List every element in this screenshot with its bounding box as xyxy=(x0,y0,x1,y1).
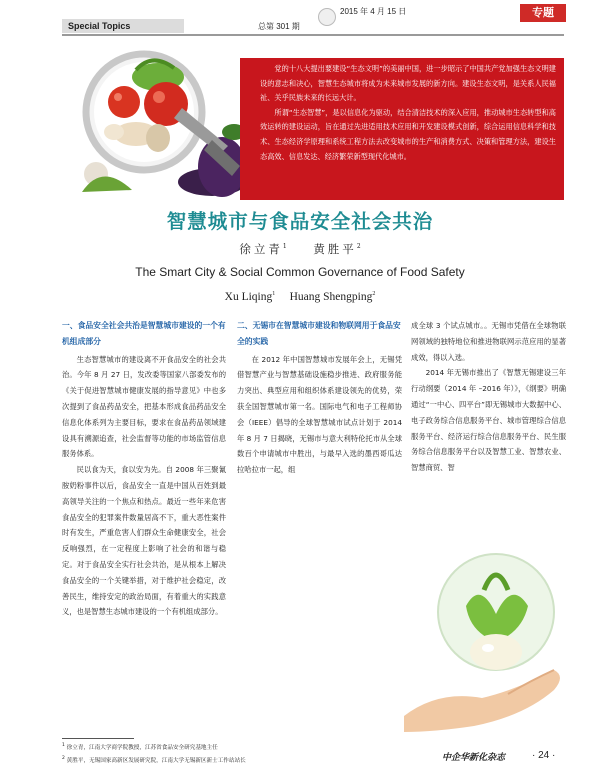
col1-paragraph-1: 生态智慧城市的建设离不开食品安全的社会共治。今年 8 月 27 日，发改委等国家八部委发布的《关于促进智慧城市健康发展的指导意见》中也多次提到了食品药品安全，把基本形成食品药品安全信息化体系列为主要目标，要求在食品药品领域建设具有溯源追查，社会监督等功能的市场监管信息服务体系。 xyxy=(62,354,226,459)
footnote-divider xyxy=(62,738,134,739)
page-number: · 24 · xyxy=(532,750,556,761)
author-2-en: Huang Shengping xyxy=(289,291,373,303)
author-1-en: Xu Liqing xyxy=(224,291,273,303)
issue-date: 2015 年 4 月 15 日 xyxy=(340,7,407,16)
footnote-2 xyxy=(62,756,246,764)
section-heading-2: 二、无锡市在智慧城市建设和物联网用于食品安全的实践 xyxy=(237,321,401,346)
author-2-cn: 黄胜平 xyxy=(313,242,357,256)
author-2-sup: 2 xyxy=(356,243,361,251)
header-divider xyxy=(62,34,564,36)
footnote-2-text: 黄胜平，无锡国家高新区发展研究院，江南大学无锡新区新士工作站站长 xyxy=(66,758,246,764)
author-1-en-sup: 1 xyxy=(272,291,276,298)
col3-paragraph-1: 成全球 3 个试点城市。。无锡市凭借在全球物联网领域的独特地位和推进物联网示范应用的显著成效，得以入选。 xyxy=(411,321,566,362)
footnote-1 xyxy=(62,743,218,751)
issue-number: 总第 301 期 xyxy=(258,22,300,31)
column-3 xyxy=(411,318,566,476)
section-heading-1: 一、食品安全社会共治是智慧城市建设的一个有机组成部分 xyxy=(62,321,226,346)
footnote-2-mark: 2 xyxy=(62,756,65,762)
intro-paragraph-1: 党的十八大提出要建设“生态文明”的美丽中国，进一步昭示了中国共产党加强生态文明建设的意志和决心，智慧生态城市将成为未来城市发展的新方向。建设生态文明，是关系人民福祉、关乎民族未来的长远大计。 xyxy=(260,64,556,103)
col1-paragraph-2: 民以食为天，食以安为先。自 2008 年三聚氰胺奶粉事件以后，食品安全一直是中国从百姓到最高领导关注的一个焦点和热点。最近一些年来危害食品安全的犯罪案件数量居高不下，重大恶性案件时有发生，严重危害人们群众生命健康安全，社会反响强烈，在一定程度上影响了社会的和谐与稳定。对于食品安全实行社会共治，是从根本上解决食品安全的一个关键举措，对于维护社会稳定，改善民生，维持安定的政治局面，有着重大的实践意义，也是智慧生态城市建设的一个有机组成部分。 xyxy=(62,465,226,617)
authors-cn xyxy=(0,241,600,257)
col3-paragraph-2: 2014 年无锡市推出了《智慧无锡建设三年行动纲要（2014 年 –2016 年）》，《纲要》明确通过“一中心、四平台”即无锡城市大数据中心、电子政务综合信息服务平台、城市管理综合信息服务平台、经济运行综合信息服务平台、民生服务综合信息服务平台以及智慧工业、智慧农业、智慧商贸、智 xyxy=(411,368,566,473)
column-1 xyxy=(62,318,226,620)
footnote-1-mark: 1 xyxy=(62,743,65,749)
journal-name: 中企华新化杂志 xyxy=(442,753,506,763)
author-2-en-sup: 2 xyxy=(372,291,376,298)
footnote-1-text: 徐立青，江南大学商学院教授，江苏省食品安全研究基地主任 xyxy=(66,745,218,751)
intro-paragraph-2: 所谓“生态智慧”，是以信息化为驱动，结合清洁技术的深入应用，推动城市生态转型和高效运转的建设运动，旨在通过先进适用技术应用和开发建设模式创新，综合运用信息科学和技术、生态经济学原理和系统工程方法去改变城市的生产和消费方式、决策和管理方法，建设生态高效、信息发达、经济繁荣新型现代化城市。 xyxy=(260,107,556,161)
article-title-cn: 智慧城市与食品安全社会共治 xyxy=(166,210,434,233)
intro-box xyxy=(240,58,564,200)
col2-paragraph-1: 在 2012 年中国智慧城市发展年会上，无锡凭借智慧产业与智慧基础设施稳步推进、政府服务能力突出、典型应用和组织体系建设领先的优势，荣获全国智慧城市第一名。国际电气和电子工程师协会（IEEE）倡导的全球智慧城市试点计划于 2014 年 8 月 7 日揭晓，无锡市与意大利特伦托市从全球数百个申请城市中胜出，与最早入选的墨西哥瓜达拉哈拉市一起，组 xyxy=(237,354,402,475)
journal-logo-icon xyxy=(318,8,336,26)
author-1-sup: 1 xyxy=(282,243,287,251)
authors-en xyxy=(0,291,600,303)
author-1-cn: 徐立青 xyxy=(239,242,283,256)
hand-holding-vegetable-image xyxy=(404,520,568,734)
article-title-en: The Smart City & Social Common Governance of Food Safety xyxy=(135,265,465,279)
vegetables-magnifier-image xyxy=(62,42,240,202)
section-label: Special Topics xyxy=(62,19,184,33)
topic-badge: 专题 xyxy=(520,4,566,22)
column-2 xyxy=(237,318,402,478)
